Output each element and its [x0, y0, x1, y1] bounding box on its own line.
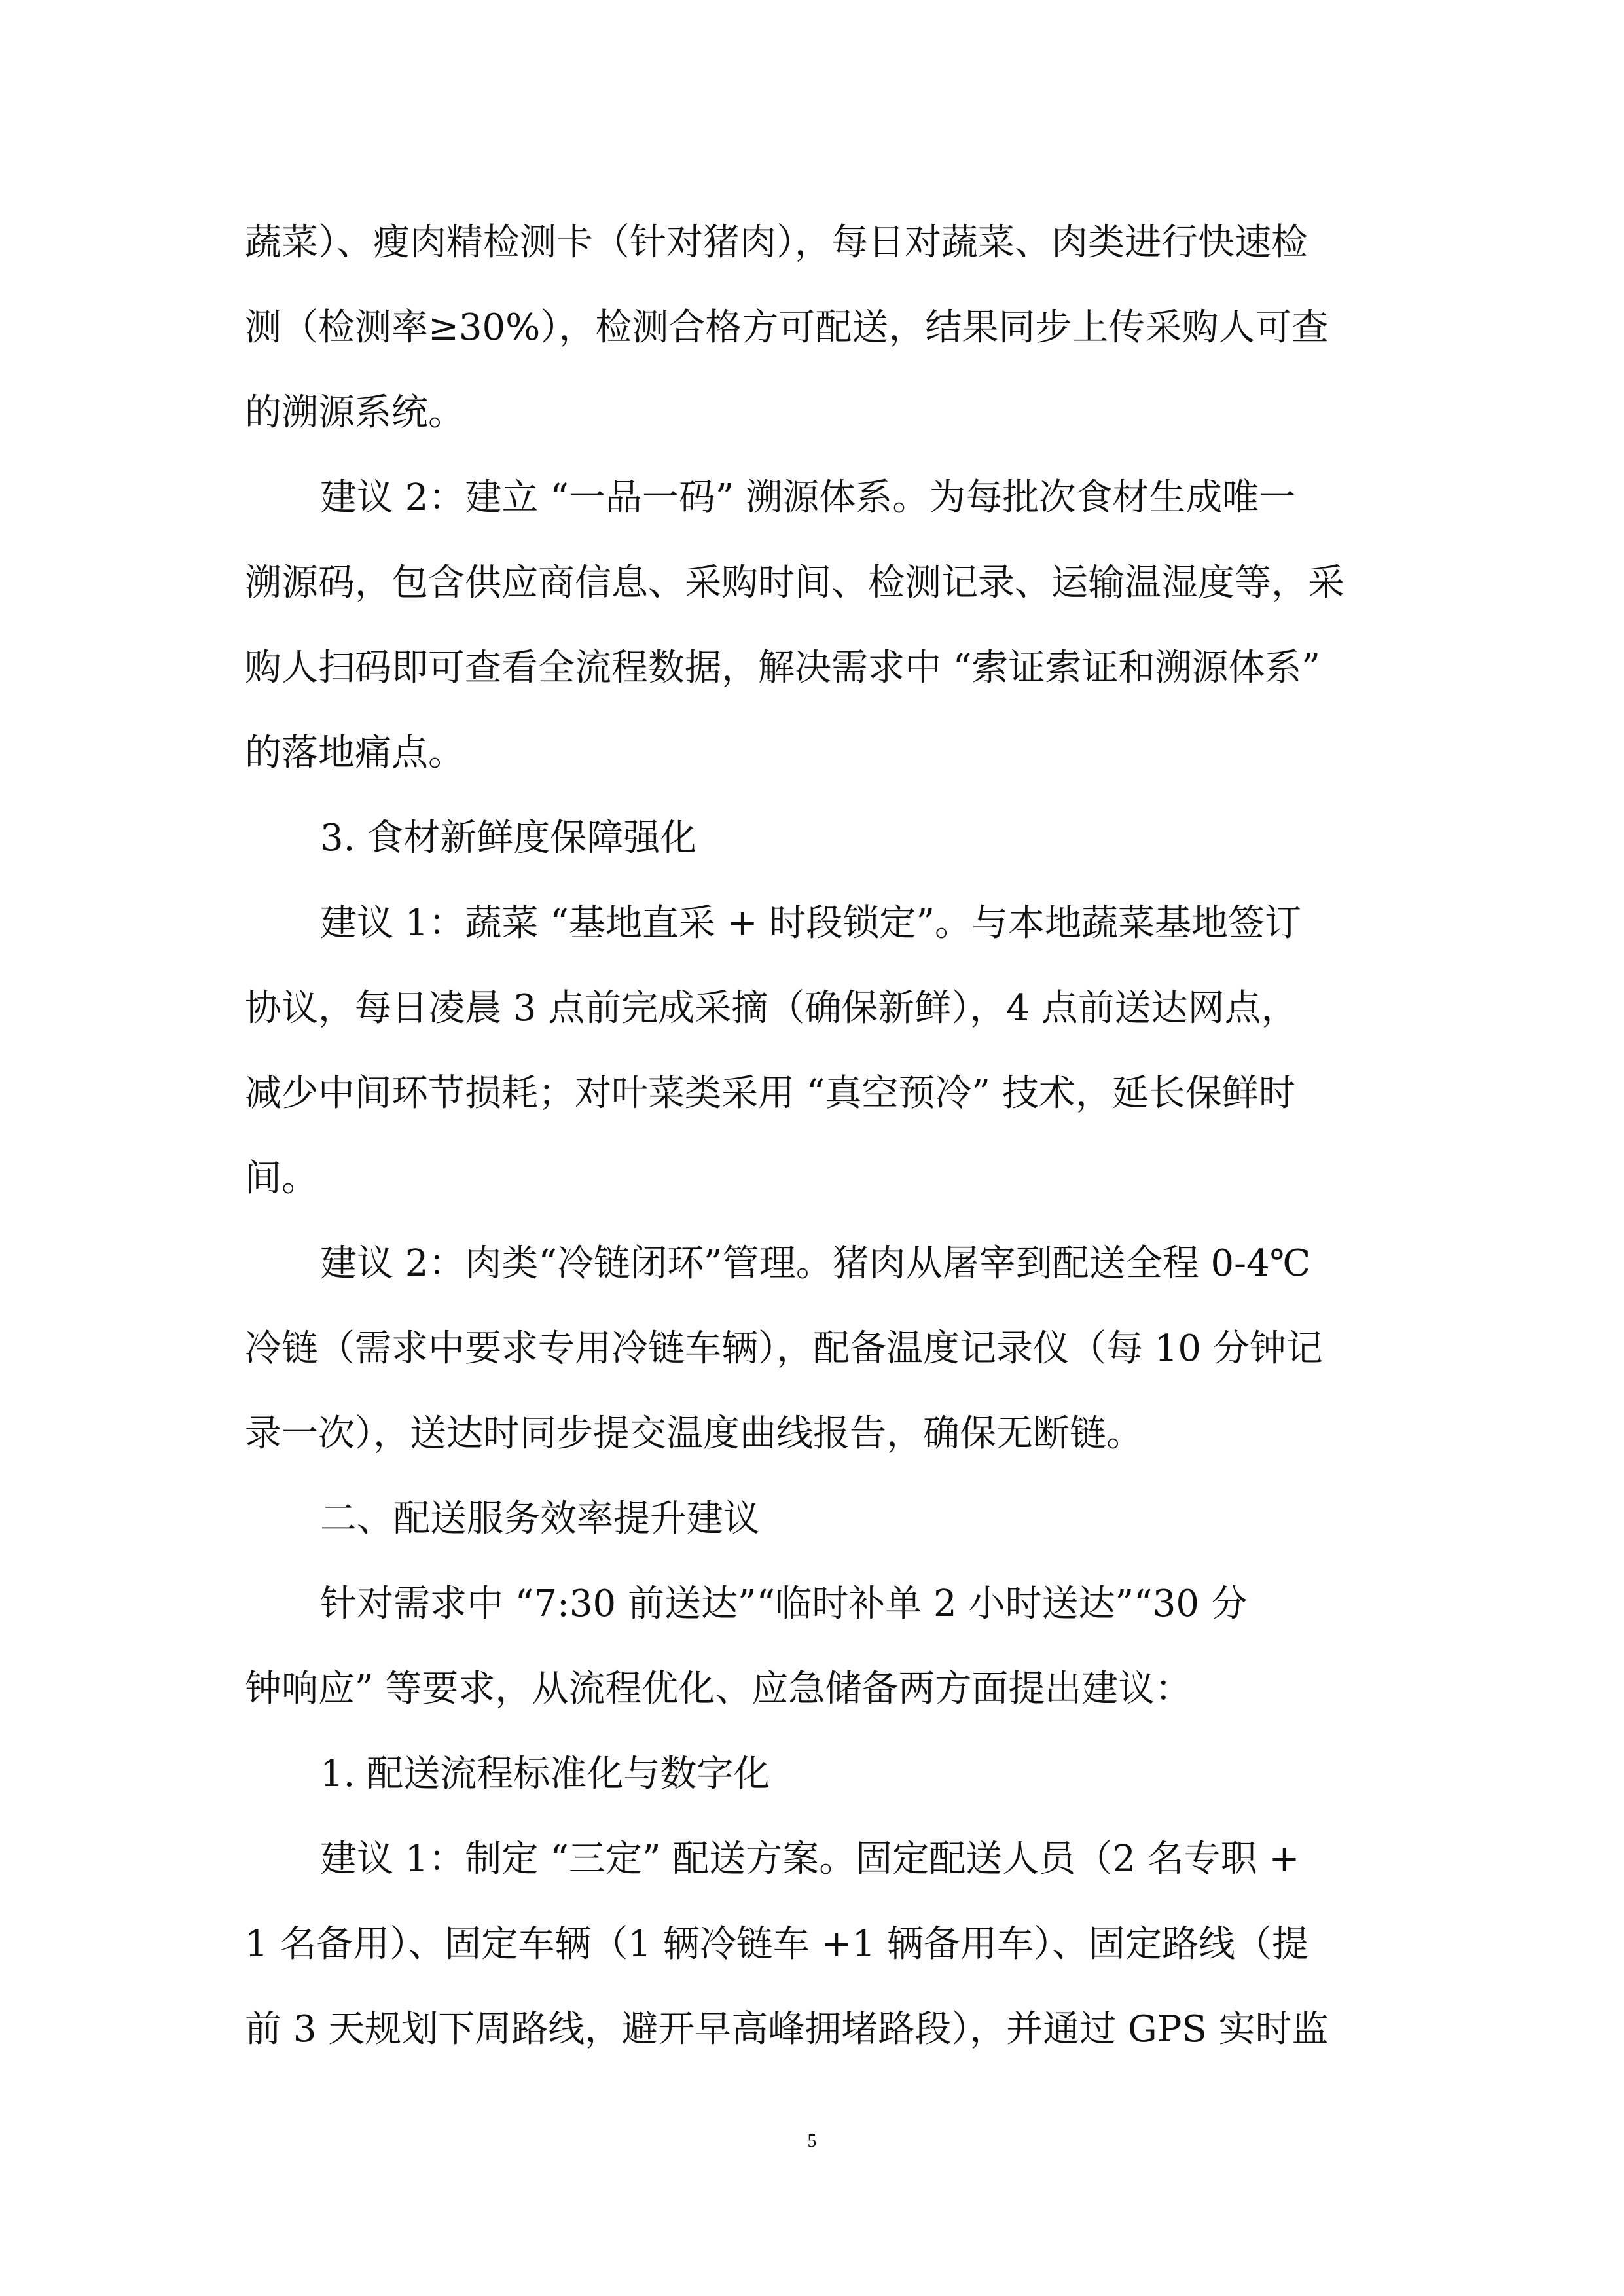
body-text [245, 200, 1380, 2072]
text-line: 协议，每日凌晨 3 点前完成采摘（确保新鲜），4 点前送达网点， [245, 987, 1298, 1030]
text-line: 前 3 天规划下周路线，避开早高峰拥堵路段），并通过 GPS 实时监 [245, 2008, 1329, 2051]
text-line: 1 名备用）、固定车辆（1 辆冷链车 +1 辆备用车）、固定路线（提 [245, 1923, 1309, 1965]
paragraph-first-line: 针对需求中 “7:30 前送达”“临时补单 2 小时送达”“30 分 [320, 1583, 1248, 1625]
section-heading: 3. 食材新鲜度保障强化 [320, 817, 697, 859]
text-line: 减少中间环节损耗；对叶菜类采用 “真空预冷” 技术，延长保鲜时 [245, 1072, 1295, 1115]
section-heading: 1. 配送流程标准化与数字化 [320, 1753, 770, 1795]
page-number: 5 [807, 2131, 817, 2151]
paragraph-first-line: 建议 2：肉类“冷链闭环”管理。猪肉从屠宰到配送全程 0-4℃ [320, 1242, 1311, 1285]
text-line: 的溯源系统。 [245, 391, 465, 434]
paragraph-first-line: 建议 1：蔬菜 “基地直采 + 时段锁定”。与本地蔬菜基地签订 [320, 902, 1302, 944]
text-line: 钟响应” 等要求，从流程优化、应急储备两方面提出建议： [245, 1668, 1192, 1710]
text-line: 溯源码，包含供应商信息、采购时间、检测记录、运输温湿度等，采 [245, 562, 1344, 604]
text-line: 冷链（需求中要求专用冷链车辆），配备温度记录仪（每 10 分钟记 [245, 1327, 1323, 1370]
paragraph-first-line: 建议 1：制定 “三定” 配送方案。固定配送人员（2 名专职 + [320, 1838, 1300, 1880]
paragraph-first-line: 建议 2：建立 “一品一码” 溯源体系。为每批次食材生成唯一 [320, 476, 1296, 519]
text-line: 测（检测率≥30%），检测合格方可配送，结果同步上传采购人可查 [245, 306, 1329, 349]
text-line: 购人扫码即可查看全流程数据，解决需求中 “索证索证和溯源体系” [245, 647, 1321, 689]
text-line: 的落地痛点。 [245, 732, 465, 774]
text-line: 蔬菜）、瘦肉精检测卡（针对猪肉），每日对蔬菜、肉类进行快速检 [245, 221, 1308, 264]
section-heading: 二、配送服务效率提升建议 [320, 1498, 760, 1540]
text-line: 间。 [245, 1157, 318, 1200]
text-line: 录一次），送达时同步提交温度曲线报告，确保无断链。 [245, 1412, 1143, 1455]
